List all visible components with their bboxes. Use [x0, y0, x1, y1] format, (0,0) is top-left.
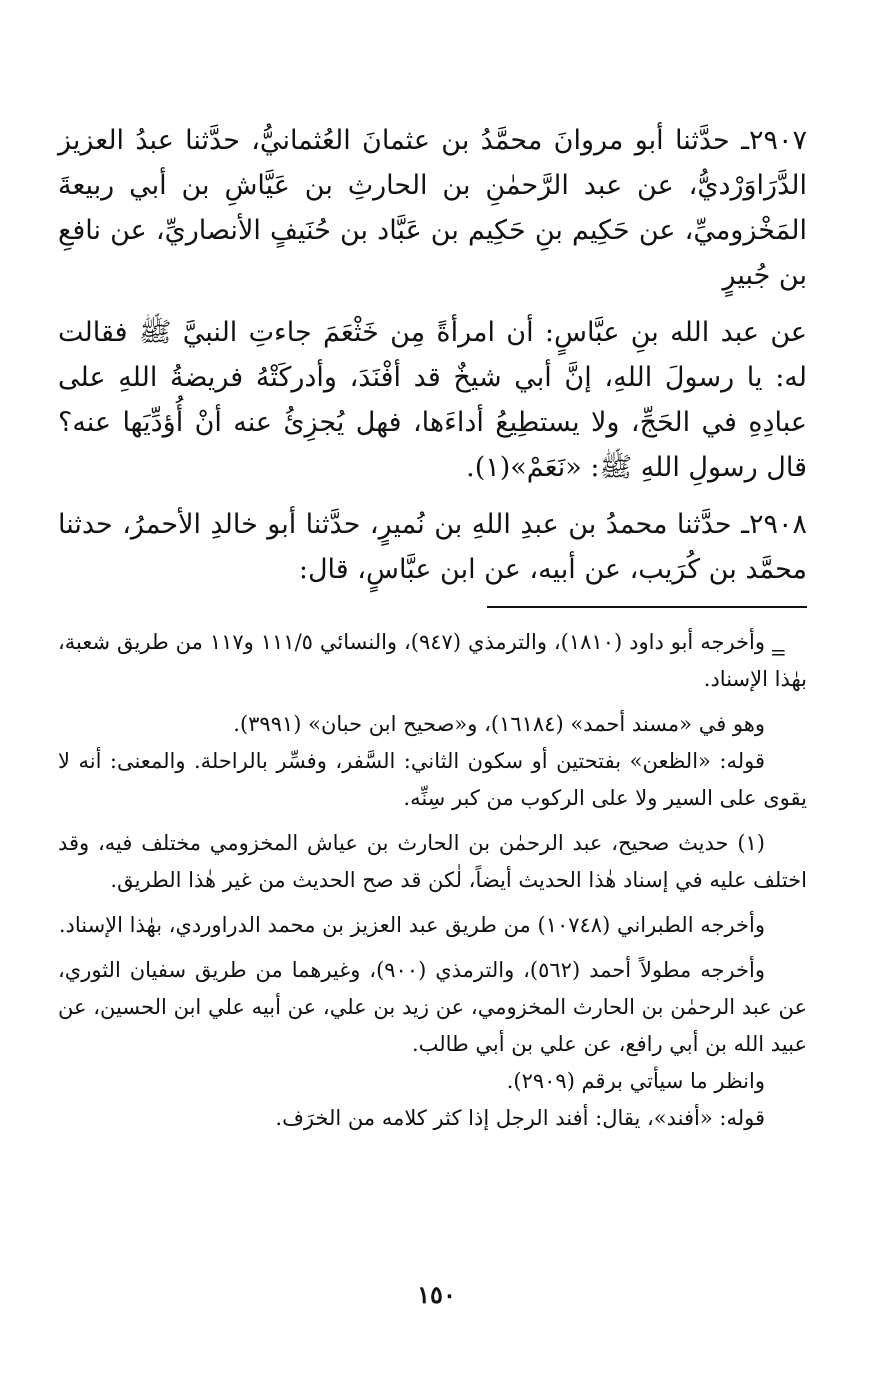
footnotes	[58, 624, 807, 1137]
footnote-line: قوله: «الظعن» بفتحتين أو سكون الثاني: السَّفر، وفسِّر بالراحلة. والمعنى: أنه لا يقوى على السير ولا على الركوب من كبر سِنِّه.	[58, 749, 807, 810]
footnote-line: وأخرجه الطبراني (١٠٧٤٨) من طريق عبد العزيز بن محمد الدراوردي، بهٰذا الإسناد.	[58, 913, 765, 937]
footnote-line: قوله: «أفند»، يقال: أفند الرجل إذا كثر كلامه من الخرَف.	[275, 1106, 765, 1130]
footnote-line: وانظر ما سيأتي برقم (٢٩٠٩).	[506, 1069, 765, 1093]
footnote-line: وهو في «مسند أحمد» (١٦١٨٤)، و«صحيح ابن حبان» (٣٩٩١).	[233, 712, 765, 736]
footnote-line: وأخرجه مطولاً أحمد (٥٦٢)، والترمذي (٩٠٠)، وغيرهما من طريق سفيان الثوري، عن عبد الرحمٰن بن الحارث المخزومي، عن زيد بن علي، عن أبيه علي ابن الحسين، عن عبيد الله بن أبي رافع، عن علي بن أبي طالب.	[58, 958, 807, 1056]
continuation-mark: =	[770, 640, 787, 664]
footnote-line: وأخرجه أبو داود (١٨١٠)، والترمذي (٩٤٧)، والنسائي ١١١/٥ و١١٧ من طريق شعبة، بهٰذا الإسناد.	[58, 630, 807, 691]
main-text	[58, 118, 807, 592]
hadith-2907-matn: عن عبد الله بنِ عبَّاسٍ: أن امرأةً مِن خَثْعَمَ جاءتِ النبيَّ ﷺ فقالت له: يا رسولَ اللهِ، إنَّ أبي شيخٌ قد أفْنَدَ، وأدركَتْهُ فريضةُ اللهِ على عبادِهِ في الحَجِّ، ولا يستطِيعُ أداءَها، فهل يُجزِئُ عنه أنْ أُؤدِّيَها عنه؟ قال رسولِ اللهِ ﷺ: «نَعَمْ»(١).	[58, 317, 807, 483]
hadith-2908-isnad: ٢٩٠٨ـ حدَّثنا محمدُ بن عبدِ اللهِ بن نُميرٍ، حدَّثنا أبو خالدِ الأحمرُ، حدثنا محمَّد بن كُرَيب، عن أبيه، عن ابن عبَّاسٍ، قال:	[58, 509, 807, 585]
footnote-divider	[487, 606, 807, 608]
page-number: ١٥٠	[417, 1280, 456, 1309]
hadith-2907-isnad: ٢٩٠٧ـ حدَّثنا أبو مروانَ محمَّدُ بن عثمانَ العُثمانيُّ، حدَّثنا عبدُ العزيز الدَّرَاوَرْديُّ، عن عبد الرَّحمٰنِ بن الحارثِ بن عَيَّاشِ بن أبي ربيعةَ المَخْزوميِّ، عن حَكِيم بنِ حَكِيم بن عَبَّاد بن حُنَيفٍ الأنصاريِّ، عن نافعِ بن جُبيرٍ	[58, 125, 807, 291]
footnote-1: (١) حديث صحيح، عبد الرحمٰن بن الحارث بن عياش المخزومي مختلف فيه، وقد اختلف عليه في إسناد هٰذا الحديث أيضاً، لٰكن قد صح الحديث من غير هٰذا الطريق.	[58, 831, 807, 892]
